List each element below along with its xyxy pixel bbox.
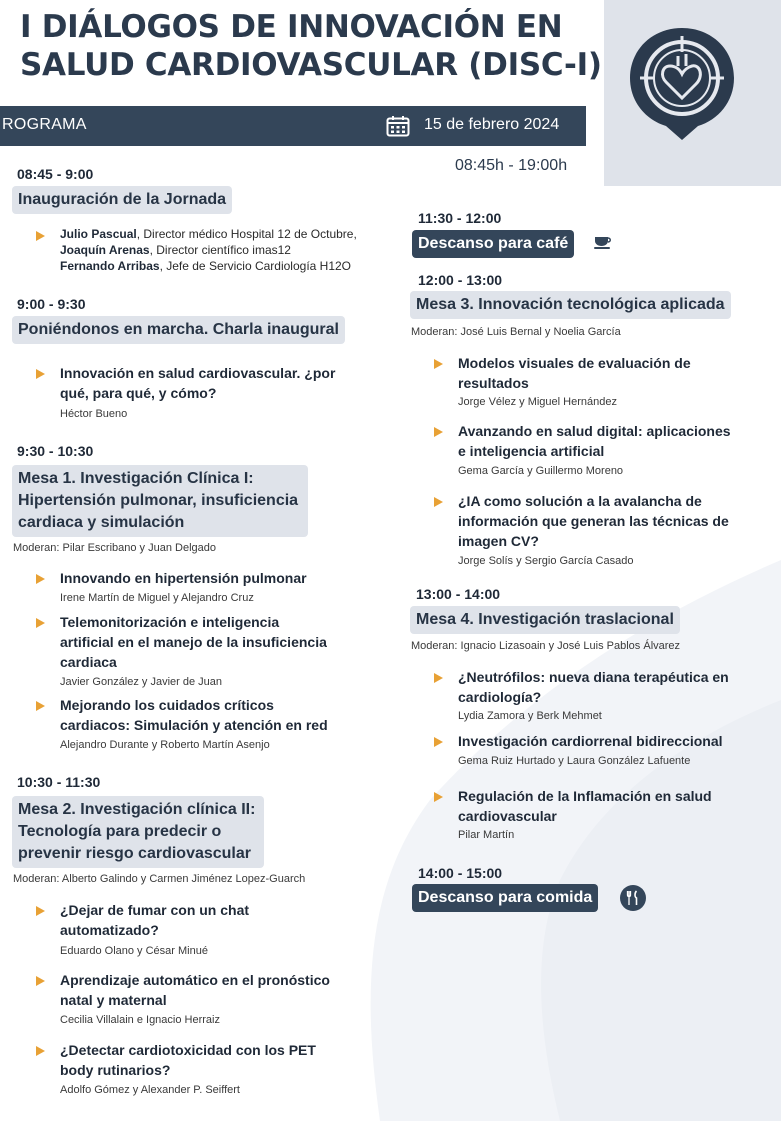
bullet-icon [36, 369, 45, 379]
logo-panel [604, 0, 781, 186]
talk-speakers: Eduardo Olano y César Minué [60, 945, 208, 957]
bullet-icon [434, 497, 443, 507]
moderators: Moderan: Pilar Escribano y Juan Delgado [13, 542, 217, 554]
talk-speakers: Jorge Vélez y Miguel Hernández [458, 396, 617, 408]
bullet-icon [36, 701, 45, 711]
talk-title [60, 363, 335, 403]
session-time: 12:00 - 13:00 [418, 272, 503, 288]
talk-title [60, 1040, 316, 1080]
session-title-line: Hipertensión pulmonar, insuficiencia [18, 492, 299, 509]
session-time: 9:00 - 9:30 [17, 296, 86, 312]
talk-title: Innovando en hipertensión pulmonar [60, 570, 307, 586]
speaker-name: Julio Pascual [60, 227, 137, 241]
talk-speakers: Adolfo Gómez y Alexander P. Seiffert [60, 1084, 240, 1096]
title-line-1: I DIÁLOGOS DE INNOVACIÓN EN [20, 9, 563, 45]
session-title-line: cardiaca y simulación [18, 514, 185, 531]
session-title: Descanso para café [412, 230, 574, 258]
coffee-cup-icon [594, 235, 612, 249]
talk-title-line: Modelos visuales de evaluación de [458, 355, 691, 371]
program-banner [0, 106, 586, 146]
moderators: Moderan: José Luis Bernal y Noelia García [411, 326, 621, 338]
talk-title-line: ¿Detectar cardiotoxicidad con los PET [60, 1042, 316, 1058]
talk-title-line: ¿Neutrófilos: nueva diana terapéutica en [458, 669, 729, 685]
bullet-icon [36, 231, 45, 241]
fork-knife-icon [620, 885, 646, 911]
session-time: 08:45 - 9:00 [17, 166, 94, 182]
talk-title-line: body rutinarios? [60, 1062, 171, 1078]
bullet-icon [434, 359, 443, 369]
session-title: Poniéndonos en marcha. Charla inaugural [12, 316, 345, 344]
talk-title-line: Innovación en salud cardiovascular. ¿por [60, 365, 336, 381]
talk-title-line: natal y maternal [60, 992, 167, 1008]
bullet-icon [36, 976, 45, 986]
talk-title-line: Telemonitorización e inteligencia [60, 614, 280, 630]
session-title: Mesa 4. Investigación traslacional [410, 606, 680, 634]
talk-title [458, 353, 691, 393]
bullet-icon [36, 574, 45, 584]
talk-title [60, 900, 249, 940]
session-title [12, 796, 264, 868]
talk-title-line: cardiología? [458, 689, 542, 705]
session-time: 14:00 - 15:00 [418, 865, 503, 881]
session-title [12, 465, 308, 537]
talk-speakers: Pilar Martín [458, 829, 515, 841]
talk-speakers: Gema García y Guillermo Moreno [458, 465, 624, 477]
session-time: 9:30 - 10:30 [17, 443, 94, 459]
session-title-line: prevenir riesgo cardiovascular [18, 845, 251, 862]
speaker-role: , Jefe de Servicio Cardiología H12O [159, 259, 352, 273]
talk-speakers: Cecilia Villalain e Ignacio Herraiz [60, 1014, 220, 1026]
talk-title [60, 695, 328, 735]
talk-title-line: Regulación de la Inflamación en salud [458, 788, 712, 804]
session-title-line: Tecnología para predecir o [18, 823, 222, 840]
talk-title-line: Avanzando en salud digital: aplicaciones [458, 423, 731, 439]
talk-speakers: Gema Ruiz Hurtado y Laura González Lafuente [458, 755, 691, 767]
session-title-line: Mesa 2. Investigación clínica II: [18, 801, 256, 818]
session-title-line: Mesa 1. Investigación Clínica I: [18, 470, 254, 487]
speaker-name: Fernando Arribas [60, 259, 160, 273]
talk-title-line: imagen CV? [458, 533, 539, 549]
opening-speakers [60, 226, 357, 274]
session-time: 13:00 - 14:00 [416, 586, 501, 602]
talk-title-line: información que generan las técnicas de [458, 513, 729, 529]
bullet-icon [36, 618, 45, 628]
program-label: ROGRAMA [2, 116, 87, 133]
talk-title-line: automatizado? [60, 922, 159, 938]
talk-title [60, 970, 330, 1010]
talk-speakers: Héctor Bueno [60, 408, 128, 420]
talk-speakers: Alejandro Durante y Roberto Martín Asenjo [60, 739, 270, 751]
session-title: Mesa 3. Innovación tecnológica aplicada [410, 291, 731, 319]
bullet-icon [434, 792, 443, 802]
speaker-role: , Director científico imas12 [149, 243, 291, 257]
event-date: 15 de febrero 2024 [424, 116, 560, 133]
talk-title [458, 421, 731, 461]
page-title [20, 8, 602, 84]
bullet-icon [434, 427, 443, 437]
moderators: Moderan: Ignacio Lizasoain y José Luis Pablos Álvarez [411, 640, 681, 652]
session-title: Descanso para comida [412, 884, 598, 912]
talk-title-line: resultados [458, 375, 529, 391]
talk-title [458, 491, 729, 551]
talk-title-line: e inteligencia artificial [458, 443, 605, 459]
session-time: 10:30 - 11:30 [17, 774, 101, 790]
talk-title-line: ¿IA como solución a la avalancha de [458, 493, 702, 509]
talk-title: Investigación cardiorrenal bidireccional [458, 733, 723, 749]
title-line-2: SALUD CARDIOVASCULAR (DISC-I) [20, 47, 602, 83]
speaker-role: , Director médico Hospital 12 de Octubre, [136, 227, 357, 241]
talk-title-line: qué, para qué, y cómo? [60, 385, 217, 401]
talk-speakers: Irene Martín de Miguel y Alejandro Cruz [60, 592, 254, 604]
talk-title-line: cardiovascular [458, 808, 557, 824]
calendar-icon [386, 115, 410, 137]
talk-title-line: artificial en el manejo de la insuficiencia [60, 634, 327, 650]
speaker-name: Joaquín Arenas [60, 243, 150, 257]
talk-title-line: ¿Dejar de fumar con un chat [60, 902, 250, 918]
bullet-icon [434, 673, 443, 683]
talk-title [60, 612, 327, 672]
talk-speakers: Javier González y Javier de Juan [60, 676, 223, 688]
talk-title-line: cardiacos: Simulación y atención en red [60, 717, 328, 733]
talk-title-line: Mejorando los cuidados críticos [60, 697, 274, 713]
moderators: Moderan: Alberto Galindo y Carmen Jiménez Lopez-Guarch [13, 873, 306, 885]
heart-compass-logo-icon [622, 22, 742, 142]
talk-title [458, 667, 729, 707]
talk-speakers: Lydia Zamora y Berk Mehmet [458, 710, 602, 722]
bullet-icon [36, 906, 45, 916]
bullet-icon [434, 737, 443, 747]
event-hours: 08:45h - 19:00h [455, 157, 568, 174]
talk-title-line: Aprendizaje automático en el pronóstico [60, 972, 330, 988]
session-title: Inauguración de la Jornada [12, 186, 232, 214]
talk-speakers: Jorge Solís y Sergio García Casado [458, 555, 634, 567]
bullet-icon [36, 1046, 45, 1056]
session-time: 11:30 - 12:00 [418, 210, 502, 226]
talk-title-line: cardiaca [60, 654, 117, 670]
talk-title [458, 786, 712, 826]
